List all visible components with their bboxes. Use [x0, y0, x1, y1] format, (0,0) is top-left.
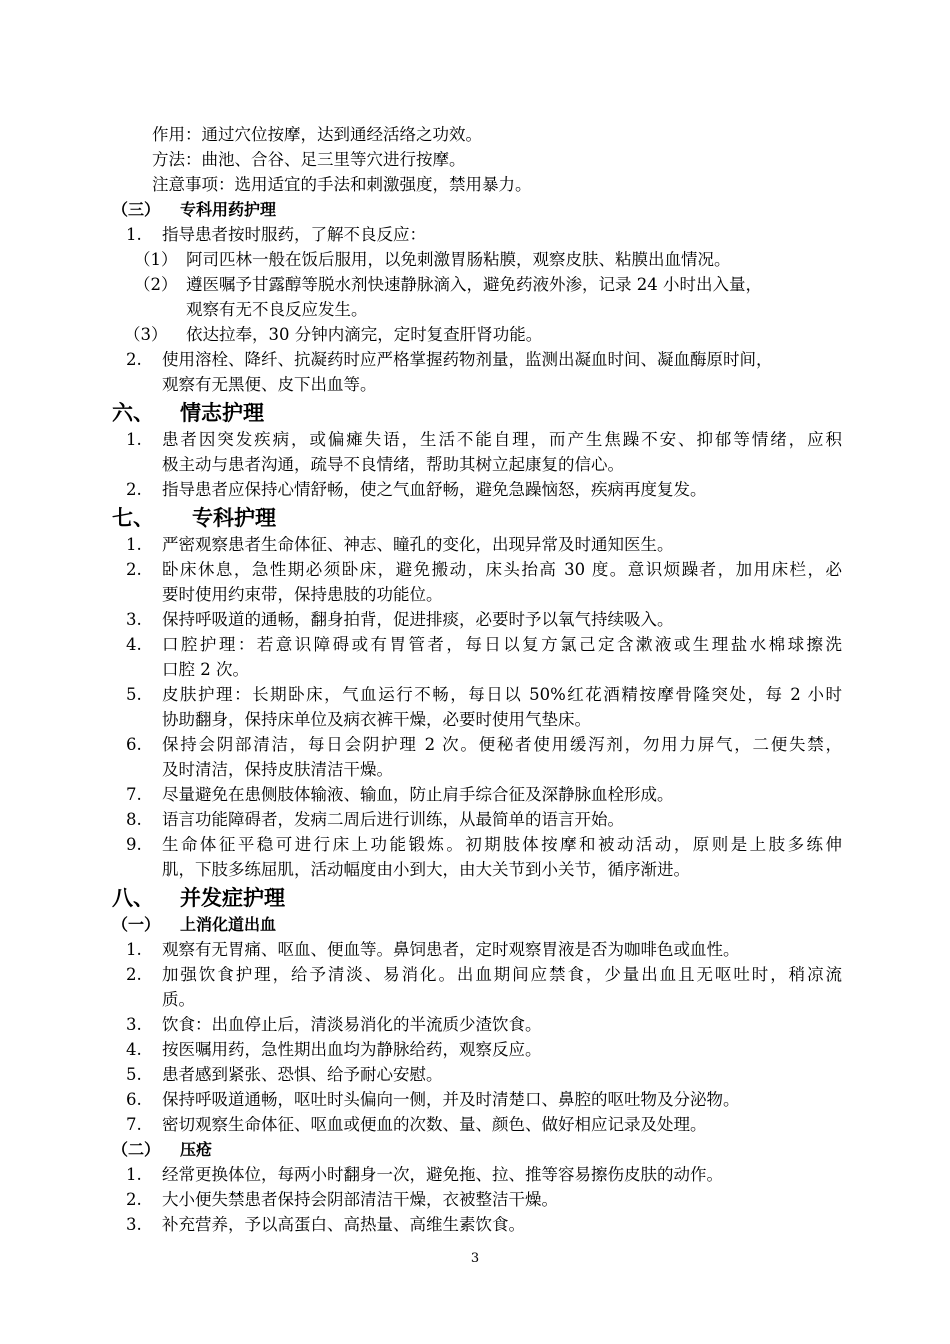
item-text: 患者感到紧张、恐惧、给予耐心安慰。 [162, 1065, 443, 1084]
item-number: 5. [126, 685, 142, 704]
subsection-title: 上消化道出血 [180, 915, 277, 934]
list-item [112, 427, 842, 477]
item-number: 1. [126, 430, 142, 449]
page-number: 3 [470, 1251, 480, 1266]
list-item [112, 272, 842, 322]
list-item [112, 832, 842, 882]
item-text-continued: 及时清洁，保持皮肤清洁干燥。 [162, 760, 393, 779]
item-number: 2. [126, 480, 142, 499]
item-text: 指导患者应保持心情舒畅，使之气血舒畅，避免急躁恼怒，疾病再度复发。 [162, 480, 707, 499]
section-heading [112, 884, 842, 912]
item-text: 皮肤护理：长期卧床，气血运行不畅，每日以 50%红花酒精按摩骨隆突处，每 2 小时 [162, 685, 843, 704]
list-item [112, 1187, 842, 1212]
item-text: 使用溶栓、降纤、抗凝药时应严格掌握药物剂量，监测出凝血时间、凝血酶原时间， [162, 350, 773, 369]
list-item [112, 322, 842, 347]
list-item [112, 1212, 842, 1237]
item-text-continued: 极主动与患者沟通，疏导不良情绪，帮助其树立起康复的信心。 [162, 455, 624, 474]
item-number: 7. [126, 1115, 142, 1134]
subsection-title: 专科用药护理 [180, 200, 277, 219]
subsection-heading [112, 1137, 842, 1162]
item-text: 密切观察生命体征、呕血或便血的次数、量、颜色、做好相应记录及处理。 [162, 1115, 707, 1134]
list-item [112, 682, 842, 732]
item-number: 1. [126, 225, 142, 244]
list-item [112, 1087, 842, 1112]
section-heading [112, 504, 842, 532]
subsection-heading [112, 912, 842, 937]
section-number: 七、 [112, 505, 154, 530]
item-text-continued: 观察有无不良反应发生。 [186, 300, 368, 319]
item-number: 5. [126, 1065, 142, 1084]
subsection-title: 压疮 [180, 1140, 213, 1159]
intro-line: 方法：曲池、合谷、足三里等穴进行按摩。 [152, 150, 466, 169]
item-text: 患者因突发疾病，或偏瘫失语，生活不能自理，而产生焦躁不安、抑郁等情绪，应积 [162, 430, 842, 449]
item-text: 保持会阴部清洁，每日会阴护理 2 次。便秘者使用缓泻剂，勿用力屏气，二便失禁， [162, 735, 842, 754]
item-number: 2. [126, 1190, 142, 1209]
item-text: 观察有无胃痛、呕血、便血等。鼻饲患者，定时观察胃液是否为咖啡色或血性。 [162, 940, 740, 959]
item-text: 语言功能障碍者，发病二周后进行训练，从最简单的语言开始。 [162, 810, 624, 829]
item-number: （2） [134, 275, 178, 294]
list-item [112, 1112, 842, 1137]
list-item [112, 607, 842, 632]
item-text: 口腔护理：若意识障碍或有胃管者，每日以复方氯己定含漱液或生理盐水棉球擦洗 [162, 635, 842, 654]
section-title: 专科护理 [192, 505, 276, 530]
item-text: 生命体征平稳可进行床上功能锻炼。初期肢体按摩和被动活动，原则是上肢多练伸 [162, 835, 842, 854]
item-text: 加强饮食护理，给予清淡、易消化。出血期间应禁食，少量出血且无呕吐时，稍凉流 [162, 965, 842, 984]
item-number: 9. [126, 835, 142, 854]
subsection-number: （二） [112, 1140, 161, 1159]
item-number: 3. [126, 1015, 142, 1034]
list-item [112, 1062, 842, 1087]
item-text: 阿司匹林一般在饭后服用，以免刺激胃肠粘膜，观察皮肤、粘膜出血情况。 [186, 250, 731, 269]
list-item [112, 807, 842, 832]
list-item [112, 532, 842, 557]
item-number: （1） [134, 250, 178, 269]
item-text: 经常更换体位，每两小时翻身一次，避免拖、拉、推等容易擦伤皮肤的动作。 [162, 1165, 723, 1184]
item-number: 6. [126, 1090, 142, 1109]
item-number: 7. [126, 785, 142, 804]
list-item [112, 222, 842, 247]
item-number: 6. [126, 735, 142, 754]
section-heading [112, 399, 842, 427]
subsection-number: （三） [112, 200, 161, 219]
item-text: 尽量避免在患侧肢体输液、输血，防止肩手综合征及深静脉血栓形成。 [162, 785, 674, 804]
section-title: 情志护理 [180, 400, 264, 425]
page-content [112, 122, 842, 1237]
list-item [112, 1037, 842, 1062]
item-text: 严密观察患者生命体征、神志、瞳孔的变化，出现异常及时通知医生。 [162, 535, 674, 554]
item-number: 2. [126, 560, 142, 579]
item-text-continued: 要时使用约束带，保持患肢的功能位。 [162, 585, 443, 604]
item-text-continued: 质。 [162, 990, 195, 1009]
intro-line: 注意事项：选用适宜的手法和刺激强度，禁用暴力。 [152, 175, 532, 194]
item-text-continued: 观察有无黑便、皮下出血等。 [162, 375, 377, 394]
list-item [112, 732, 842, 782]
item-text: 遵医嘱予甘露醇等脱水剂快速静脉滴入，避免药液外渗，记录 24 小时出入量， [186, 275, 762, 294]
item-text: 卧床休息，急性期必须卧床，避免搬动，床头抬高 30 度。意识烦躁者，加用床栏，必 [162, 560, 842, 579]
item-number: 3. [126, 610, 142, 629]
item-number: 1. [126, 535, 142, 554]
list-item [112, 1162, 842, 1187]
intro-line: 作用：通过穴位按摩，达到通经活络之功效。 [152, 125, 482, 144]
list-item [112, 247, 842, 272]
list-item [112, 782, 842, 807]
list-item [112, 347, 842, 397]
section-list [112, 1162, 842, 1237]
list-item [112, 632, 842, 682]
list-item [112, 962, 842, 1012]
item-text: 大小便失禁患者保持会阴部清洁干燥，衣被整洁干燥。 [162, 1190, 558, 1209]
item-number: 3. [126, 1215, 142, 1234]
item-number: 8. [126, 810, 142, 829]
item-number: 1. [126, 940, 142, 959]
subsection-number: （一） [112, 915, 161, 934]
item-text: 饮食：出血停止后，清淡易消化的半流质少渣饮食。 [162, 1015, 542, 1034]
section-number: 六、 [112, 400, 154, 425]
item-text: 依达拉奉，30 分钟内滴完，定时复查肝肾功能。 [186, 325, 543, 344]
section-number: 八、 [112, 885, 154, 910]
item-text: 按医嘱用药，急性期出血均为静脉给药，观察反应。 [162, 1040, 542, 1059]
list-item [112, 937, 842, 962]
section-title: 并发症护理 [180, 885, 285, 910]
list-item [112, 477, 842, 502]
section-list [112, 532, 842, 882]
list-item [112, 1012, 842, 1037]
item-number: （3） [124, 325, 168, 344]
item-number: 2. [126, 965, 142, 984]
item-number: 4. [126, 635, 142, 654]
section-list [112, 427, 842, 502]
item-number: 2. [126, 350, 142, 369]
section-list [112, 937, 842, 1137]
item-text: 指导患者按时服药，了解不良反应： [162, 225, 426, 244]
item-text-continued: 协助翻身，保持床单位及病衣裤干燥，必要时使用气垫床。 [162, 710, 591, 729]
item-text: 保持呼吸道通畅，呕吐时头偏向一侧，并及时清楚口、鼻腔的呕吐物及分泌物。 [162, 1090, 740, 1109]
item-number: 4. [126, 1040, 142, 1059]
item-text: 保持呼吸道的通畅，翻身拍背，促进排痰，必要时予以氧气持续吸入。 [162, 610, 674, 629]
item-text-continued: 肌，下肢多练屈肌，活动幅度由小到大，由大关节到小关节，循序渐进。 [162, 860, 690, 879]
list-item [112, 557, 842, 607]
item-number: 1. [126, 1165, 142, 1184]
item-text: 补充营养，予以高蛋白、高热量、高维生素饮食。 [162, 1215, 525, 1234]
item-text-continued: 口腔 2 次。 [162, 660, 249, 679]
subsection-heading [112, 197, 842, 222]
